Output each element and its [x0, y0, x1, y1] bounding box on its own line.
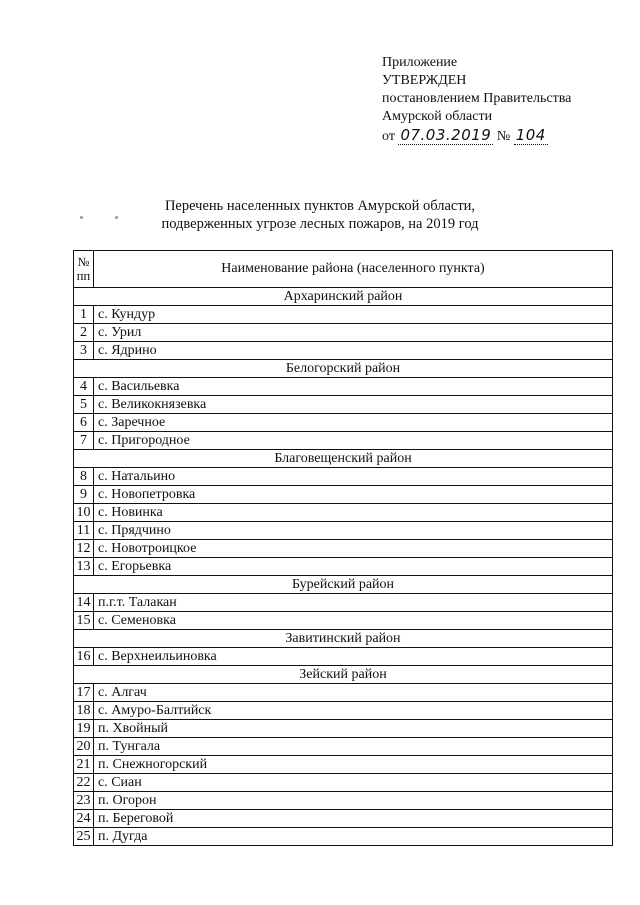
settlement-name: п. Тунгала [94, 738, 613, 756]
table-header-row [74, 251, 613, 288]
table-row [74, 342, 613, 360]
row-number: 7 [74, 432, 94, 450]
settlement-name: с. Егорьевка [94, 558, 613, 576]
row-number: 16 [74, 648, 94, 666]
row-number: 5 [74, 396, 94, 414]
row-number: 18 [74, 702, 94, 720]
row-number: 20 [74, 738, 94, 756]
table-row [74, 324, 613, 342]
settlement-name: с. Новотроицкое [94, 540, 613, 558]
row-number: 23 [74, 792, 94, 810]
district-name: Архаринский район [74, 288, 613, 306]
row-number: 19 [74, 720, 94, 738]
district-name: Бурейский район [74, 576, 613, 594]
table-row [74, 810, 613, 828]
row-number: 15 [74, 612, 94, 630]
table-row [74, 738, 613, 756]
table-row [74, 558, 613, 576]
district-name: Белогорский район [74, 360, 613, 378]
settlement-name: п.г.т. Талакан [94, 594, 613, 612]
handwritten-date: 07.03.2019 [400, 126, 492, 144]
row-number: 3 [74, 342, 94, 360]
table-row [74, 486, 613, 504]
row-number: 22 [74, 774, 94, 792]
district-row [74, 288, 613, 306]
settlement-name: п. Снежногорский [94, 756, 613, 774]
row-number: 17 [74, 684, 94, 702]
table-row [74, 828, 613, 846]
table-row [74, 396, 613, 414]
settlement-name: с. Урил [94, 324, 613, 342]
table-row [74, 432, 613, 450]
district-row [74, 360, 613, 378]
document-title [0, 197, 640, 233]
table-row [74, 306, 613, 324]
settlements-table [73, 250, 613, 846]
approval-block [382, 54, 571, 146]
scan-speck [115, 216, 118, 219]
settlement-name: с. Великокнязевка [94, 396, 613, 414]
table-row [74, 522, 613, 540]
row-number: 9 [74, 486, 94, 504]
approval-approved: УТВЕРЖДЕН [382, 73, 467, 88]
row-number: 6 [74, 414, 94, 432]
settlement-name: с. Верхнеильиновка [94, 648, 613, 666]
settlement-name: с. Алгач [94, 684, 613, 702]
approval-date-line [382, 126, 571, 146]
number-prefix: № [496, 129, 511, 144]
table-row [74, 594, 613, 612]
district-name: Зейский район [74, 666, 613, 684]
approval-resolution: постановлением Правительства [382, 91, 572, 106]
handwritten-number: 104 [515, 126, 546, 144]
table-row [74, 720, 613, 738]
row-number: 13 [74, 558, 94, 576]
district-row [74, 450, 613, 468]
table-row [74, 378, 613, 396]
row-number: 1 [74, 306, 94, 324]
district-name: Благовещенский район [74, 450, 613, 468]
district-row [74, 666, 613, 684]
row-number: 14 [74, 594, 94, 612]
row-number: 24 [74, 810, 94, 828]
table-row [74, 414, 613, 432]
table-row [74, 504, 613, 522]
table-row [74, 468, 613, 486]
settlement-name: п. Береговой [94, 810, 613, 828]
table-row [74, 792, 613, 810]
approval-appendix: Приложение [382, 55, 458, 70]
row-number: 25 [74, 828, 94, 846]
date-prefix: от [382, 129, 395, 144]
column-header-name: Наименование района (населенного пункта) [94, 251, 613, 288]
approval-region: Амурской области [382, 109, 493, 124]
row-number: 2 [74, 324, 94, 342]
district-name: Завитинский район [74, 630, 613, 648]
row-number: 10 [74, 504, 94, 522]
settlement-name: с. Заречное [94, 414, 613, 432]
row-number: 11 [74, 522, 94, 540]
settlement-name: с. Васильевка [94, 378, 613, 396]
settlement-name: с. Сиан [94, 774, 613, 792]
settlement-name: п. Дугда [94, 828, 613, 846]
table-body [74, 288, 613, 846]
title-line-2: подверженных угрозе лесных пожаров, на 2019 год [161, 216, 479, 232]
table-row [74, 774, 613, 792]
table-row [74, 684, 613, 702]
settlement-name: с. Новинка [94, 504, 613, 522]
column-header-number: № пп [74, 251, 94, 288]
title-line-1: Перечень населенных пунктов Амурской области, [164, 198, 476, 214]
district-row [74, 630, 613, 648]
settlement-name: п. Огорон [94, 792, 613, 810]
settlement-name: с. Прядчино [94, 522, 613, 540]
settlement-name: п. Хвойный [94, 720, 613, 738]
table-row [74, 540, 613, 558]
settlement-name: с. Ядрино [94, 342, 613, 360]
table-row [74, 756, 613, 774]
row-number: 12 [74, 540, 94, 558]
scan-speck [80, 216, 83, 219]
district-row [74, 576, 613, 594]
row-number: 21 [74, 756, 94, 774]
table-row [74, 702, 613, 720]
settlement-name: с. Пригородное [94, 432, 613, 450]
table-row [74, 612, 613, 630]
row-number: 4 [74, 378, 94, 396]
settlement-name: с. Новопетровка [94, 486, 613, 504]
settlement-name: с. Кундур [94, 306, 613, 324]
row-number: 8 [74, 468, 94, 486]
table-row [74, 648, 613, 666]
settlement-name: с. Семеновка [94, 612, 613, 630]
settlement-name: с. Амуро-Балтийск [94, 702, 613, 720]
settlement-name: с. Натальино [94, 468, 613, 486]
